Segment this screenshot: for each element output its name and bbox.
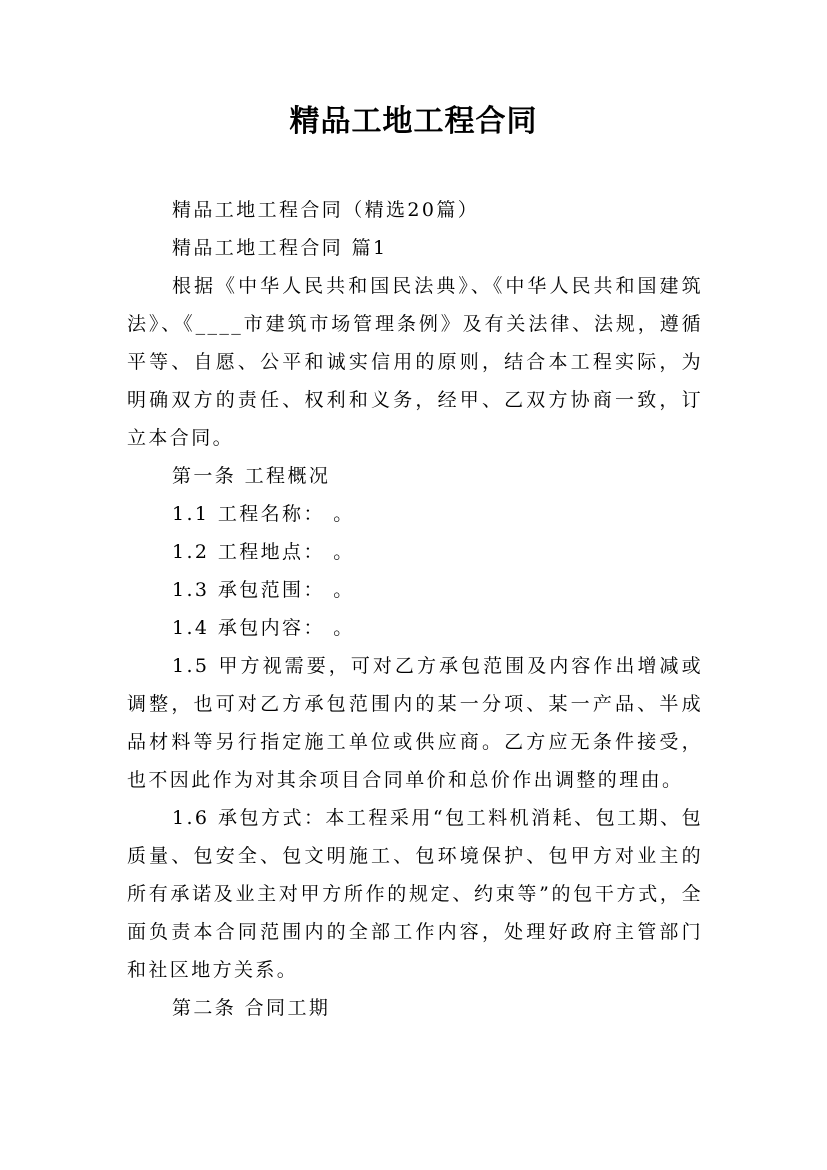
clause-1-6: 1.6 承包方式：本工程采用“包工料机消耗、包工期、包质量、包安全、包文明施工、包环境保护、包甲方对业主的所有承诺及业主对甲方所作的规定、约束等”的包干方式，全面负责本合同范围内的全部工作内容，处理好政府主管部门和社区地方关系。: [127, 807, 703, 981]
clause-1-4: 1.4 承包内容： 。: [172, 617, 355, 639]
article-1-heading: 第一条 工程概况: [172, 465, 331, 487]
clause-1-1: 1.1 工程名称： 。: [172, 503, 355, 525]
paragraph-subtitle: 精品工地工程合同（精选20篇）: [172, 199, 480, 221]
paragraph-preamble: 根据《中华人民共和国民法典》、《中华人民共和国建筑法》、《____市建筑市场管理条例》及有关法律、法规，遵循平等、自愿、公平和诚实信用的原则，结合本工程实际，为明确双方的责任、权利和义务，经甲、乙双方协商一致，订立本合同。: [127, 275, 703, 449]
clause-1-2: 1.2 工程地点： 。: [172, 541, 355, 563]
article-2-heading: 第二条 合同工期: [172, 997, 331, 1019]
clause-1-3: 1.3 承包范围： 。: [172, 579, 355, 601]
paragraph-part-heading: 精品工地工程合同 篇1: [172, 237, 388, 259]
document-body: [127, 191, 703, 1027]
document-title: 精品工地工程合同: [289, 104, 538, 139]
clause-1-5: 1.5 甲方视需要，可对乙方承包范围及内容作出增减或调整，也可对乙方承包范围内的某一分项、某一产品、半成品材料等另行指定施工单位或供应商。乙方应无条件接受，也不因此作为对其余项目合同单价和总价作出调整的理由。: [127, 655, 703, 791]
